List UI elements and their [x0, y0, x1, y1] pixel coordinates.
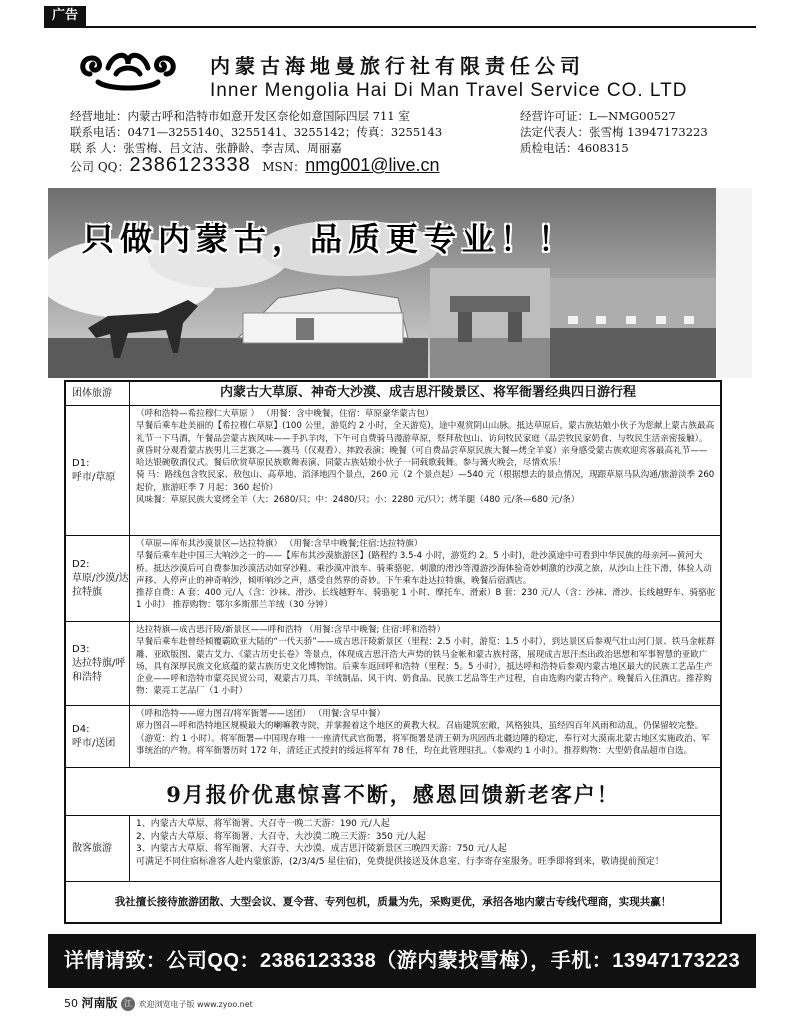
day-route-short: 呼市/草原	[72, 471, 116, 483]
top-divider	[44, 26, 756, 28]
day-detail-d4	[136, 708, 716, 757]
day-number: D2:	[72, 558, 90, 570]
day-description: 席力图召—呼和浩特地区规模最大的喇嘛教寺院，并掌握着这个地区的黄教大权。召庙建筑宏敞，风格独具，虽经四百年风雨和动乱，仍保留较完整。（游览：约 1 小时）。将军衙署—中国现存唯一一座清代武官衙署，将军衙署是清王朝为巩固西北疆边陲的稳定，奉行对大漠南北蒙古地区实施政治、军事统治的产物。将军衙署历时 172 年，清廷正式授封的绥远将军有 78 任，均在此管理驻扎。（参观约 1 小时）。推荐购物：大型奶食品超市自选。	[136, 721, 710, 756]
legal-rep-text: 法定代表人：张雪梅 13947173223	[520, 125, 708, 139]
day-route-short: 草原/沙漠/达拉特旗	[72, 572, 129, 598]
page-footer	[64, 994, 253, 1011]
scattered-tour-list	[136, 818, 716, 868]
group-tour-label	[66, 382, 130, 405]
slogan-title: 只做内蒙古，品质更专业！！	[82, 220, 577, 258]
ad-tag: 广告	[44, 6, 86, 26]
day-extra-horse: 骑 马：路线包含牧民家、敖包山、高草地、滔泽地四个景点，260 元（2 个景点起）—540 元（根据想去的景点情况，现跟草原马队沟通/旅游淡季 260 起价，旅游旺季 7 月起：360 起价）	[136, 470, 715, 493]
edition-badge-icon: 江	[121, 997, 135, 1011]
day-detail-d1	[136, 408, 716, 506]
day-label-d3	[66, 622, 130, 705]
table-header-row	[66, 382, 720, 406]
day-description: 早餐后乘车赴曾经倾覆霸欧亚大陆的“一代天骄”——成吉思汗陵新景区（里程：2.5 小时，游览：1.5 小时），到达景区后参观气壮山河门景、铁马金帐群雕、亚欧版图、蒙古艾力、《蒙古历史长卷》等景点，体现成吉思汗浩大声势的铁马金帐和蒙古族村落，展现成吉思汗杰出政治思想和军事智慧的亚欧广场，具有深厚民族文化底蕴的蒙古族历史文化博物馆。后乘车返回呼和浩特（里程：5。5 小时），抵达呼和浩特后参观内蒙古地区最大的民族工艺品生产企业——呼和浩特市蒙亮民贸公司，观蒙古刀具、羊绒制品、风干肉、奶食品、民族工艺品等生产过程，自由选购内蒙古特产。晚餐后入住酒店。推荐购物：蒙亮工艺品厂（1 小时）	[136, 637, 715, 697]
day-row-d1	[66, 406, 720, 536]
day-extra-meal: 风味餐：草原民族大宴烤全羊（大：2680/只；中：2480/只；小：2280 元/只）；烤羊腿（480 元/条—680 元/条）	[136, 495, 580, 506]
list-item: 1、内蒙古大草原、将军衙署、大召寺一晚二天游：190 元/人起	[136, 819, 390, 829]
day-row-d4	[66, 706, 720, 768]
day-description: 早餐后乘车赴中国三大响沙之一的——【库布其沙漠旅游区】(路程约 3.5-4 小时，游览约 2。5 小时)，赴沙漠途中可看到中华民族的母亲河—黄河大桥。抵达沙漠后可自费参加沙漠活动如穿沙鞋、乘沙漠冲浪车、骑乘骆驼、刺激的滑沙等漫游沙海体验奇妙刺激的沙漠之旅，从沙山上往下滑，体验人动声移、人停声止的神奇响沙，倾听响沙之声，感受自然界的奇妙。下午乘车赴达拉特旗，晚餐后宿酒店。	[136, 551, 712, 586]
day-row-d3	[66, 622, 720, 706]
scattered-tour-row	[66, 816, 720, 882]
day-label-d1	[66, 406, 130, 535]
day-route-short: 呼市/送团	[72, 737, 116, 749]
day-route: （呼和浩特—希拉穆仁大草原 ） （用餐：含中晚餐，住宿：草原豪华蒙古包）	[136, 409, 434, 419]
msn-link[interactable]: nmg001@live.cn	[305, 155, 440, 175]
scattered-tour-label	[66, 816, 130, 881]
company-name-en: Inner Mengolia Hai Di Man Travel Service CO. LTD	[210, 80, 688, 101]
license-text: 经营许可证：L—NMG00527	[520, 109, 676, 123]
qq-label: 公司 QQ：	[70, 160, 130, 174]
day-route-short: 达拉特旗/呼和浩特	[72, 657, 126, 683]
day-route: （草原—库布其沙漠景区—达拉特旗） （用餐:含早中晚餐;住宿:达拉特旗）	[136, 539, 423, 549]
list-item: 3、内蒙古大草原、将军衙署、大召寺、大沙漠、成吉思汗陵新景区三晚四天游：750 元/人起	[136, 844, 507, 854]
day-label-d4	[66, 706, 130, 767]
list-item: 可满足不同住宿标准客人赴内蒙旅游，(2/3/4/5 星住宿)，免费提供接送及休息室、行李寄存室服务。旺季即将到来，敬请提前预定！	[136, 856, 664, 867]
day-extra: 推荐自费：A 套：400 元/人（含：沙袜、滑沙、长线越野车、骑骆驼 1 小时、摩托车、滑索）B 套：230 元/人（含：沙袜、滑沙、长线越野车、骑骆驼 1 小时） 推荐购物：鄂尔多斯那兰羊绒（30 分钟）	[136, 588, 716, 611]
quality-phone-text: 质检电话：4608315	[520, 141, 629, 155]
promo-row	[66, 768, 720, 816]
cloud-logo-icon	[78, 44, 178, 94]
edition-label: 河南版	[81, 996, 118, 1010]
qq-number: 2386123338	[129, 154, 251, 176]
msn-label: MSN：	[262, 160, 306, 174]
company-name-cn: 内蒙古海地曼旅行社有限责任公司	[210, 54, 585, 78]
contact-bar: 详情请致：公司QQ：2386123338（游内蒙找雪梅），手机：13947173223	[48, 934, 756, 988]
footer-note: 欢迎浏览电子版 www.zyoo.net	[138, 1000, 253, 1009]
day-detail-d2	[136, 538, 716, 612]
tour-title: 内蒙古大草原、神奇大沙漠、成吉思汗陵景区、将军衙署经典四日游行程	[219, 385, 636, 400]
day-detail-d3	[136, 624, 716, 698]
day-row-d2	[66, 536, 720, 622]
day-description: 早餐后乘车赴美丽的【希拉穆仁草原】(100 公里，游览约 2 小时，全天游览)，途中观赏阴山山脉。抵达草原后，蒙古族姑娘小伙子为您献上蒙古族最高礼节一下马酒，午餐品尝蒙古族风味——手扒羊肉，下午可自费骑马漫游草原，祭拜敖包山、访问牧民家庭（品尝牧民家奶食、与牧民生活亲密接触）。黄昏时分观看蒙古族男儿三艺赛之——赛马（仅观看）、摔跤表演；晚餐（可自费品尝草原民族大餐—烤全羊宴）亲身感受蒙古族欢迎宾客最高礼节——哈达银碗敬酒仪式。餐后欣赏草原民族歌舞表演、同蒙古族姑娘小伙子一同载歌载舞。参与篝火晚会，尽情欢乐！	[136, 421, 715, 469]
list-item: 2、内蒙古大草原、将军衙署、大召寺、大沙漠二晚三天游：350 元/人起	[136, 831, 426, 842]
agency-note: 我社擅长接待旅游团散、大型会议、夏令营、专列包机，质量为先，采购更优，承招各地内蒙古专线代理商，实现共赢！	[114, 896, 672, 908]
day-number: D1:	[72, 457, 90, 469]
day-number: D4:	[72, 723, 90, 735]
day-route: 达拉特旗—成吉思汗陵/新景区——呼和浩特 （用餐:含早中晚餐; 住宿:呼和浩特）	[136, 625, 446, 635]
promo-text: 9月报价优惠惊喜不断，感恩回馈新老客户！	[166, 782, 620, 807]
group-tour-label-text: 团体旅游	[72, 387, 112, 399]
bottom-note-row	[66, 882, 720, 922]
phone-text: 联系电话：0471—3255140、3255141、3255142；传真：3255143	[70, 125, 443, 139]
contacts-text: 联 系 人：张雪梅、吕文洁、张静龄、李吉凤、周丽嘉	[70, 141, 342, 155]
day-label-d2	[66, 536, 130, 621]
scattered-tour-label-text: 散客旅游	[72, 842, 112, 854]
address-text: 经营地址：内蒙古呼和浩特市如意开发区奈伦如意国际四层 711 室	[70, 109, 410, 123]
page-number: 50	[64, 997, 78, 1010]
itinerary-table	[64, 380, 722, 924]
day-route: （呼和浩特——席力图召/将军衙署——送团） （用餐:含早中餐）	[136, 709, 386, 719]
day-number: D3:	[72, 643, 90, 655]
qq-msn-line	[70, 154, 440, 177]
